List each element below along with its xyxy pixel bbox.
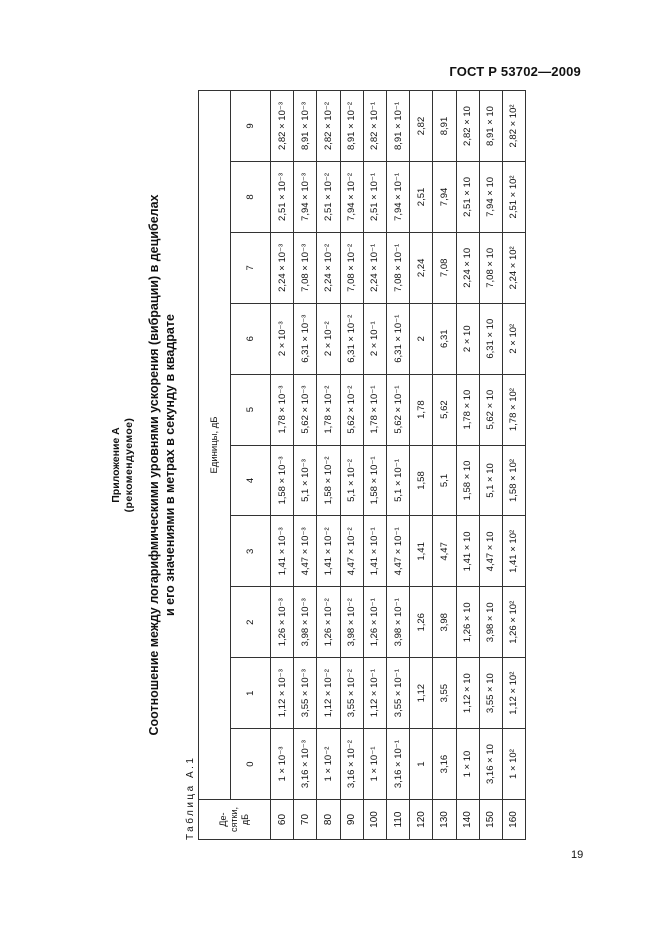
row-header: 80	[317, 800, 340, 840]
row-header: 70	[294, 800, 317, 840]
row-header: 130	[433, 800, 456, 840]
table-cell: 1,41 × 10⁻¹	[363, 516, 386, 587]
table-cell: 1,12	[410, 658, 433, 729]
table-cell: 7,08 × 10	[479, 232, 502, 303]
table-cell: 2,51 × 10²	[502, 161, 525, 232]
table-cell: 1,58	[410, 445, 433, 516]
column-header: 5	[231, 374, 271, 445]
table-row	[479, 91, 502, 840]
table-cell: 1,78 × 10	[456, 374, 479, 445]
table-cell: 2 × 10²	[502, 303, 525, 374]
table-cell: 1,58 × 10²	[502, 445, 525, 516]
table-cell: 4,47	[433, 516, 456, 587]
table-caption: Таблица А.1	[185, 755, 196, 840]
table-cell: 2,51 × 10	[456, 161, 479, 232]
table-cell: 1,41 × 10⁻³	[271, 516, 294, 587]
table-cell: 1,78 × 10⁻³	[271, 374, 294, 445]
column-header: 3	[231, 516, 271, 587]
table-cell: 2,51 × 10⁻³	[271, 161, 294, 232]
table-cell: 1,41	[410, 516, 433, 587]
table-cell: 1,26 × 10²	[502, 587, 525, 658]
table-cell: 2,24 × 10⁻³	[271, 232, 294, 303]
table-header-row-units	[199, 91, 231, 840]
table-cell: 1,41 × 10⁻²	[317, 516, 340, 587]
row-header: 160	[502, 800, 525, 840]
column-header: 6	[231, 303, 271, 374]
table-cell: 3,55	[433, 658, 456, 729]
units-header: Единицы, дБ	[199, 91, 231, 800]
table-cell: 3,98 × 10⁻²	[340, 587, 363, 658]
table-cell: 1,41 × 10	[456, 516, 479, 587]
table-cell: 7,08 × 10⁻²	[340, 232, 363, 303]
table-cell: 6,31 × 10⁻¹	[386, 303, 409, 374]
table-cell: 8,91	[433, 91, 456, 162]
table-cell: 2,82 × 10	[456, 91, 479, 162]
table-cell: 7,94 × 10	[479, 161, 502, 232]
row-header: 90	[340, 800, 363, 840]
table-cell: 7,94 × 10⁻²	[340, 161, 363, 232]
table-cell: 5,62 × 10	[479, 374, 502, 445]
table-cell: 1,26 × 10⁻³	[271, 587, 294, 658]
table-cell: 1,26	[410, 587, 433, 658]
table-cell: 1 × 10⁻²	[317, 729, 340, 800]
table-cell: 4,47 × 10⁻¹	[386, 516, 409, 587]
table-row	[410, 91, 433, 840]
column-header: 9	[231, 91, 271, 162]
tens-column-header: Де-сятки, дБ	[199, 800, 271, 840]
table-cell: 1,12 × 10	[456, 658, 479, 729]
table-cell: 2 × 10	[456, 303, 479, 374]
table-title-line-2: и его значениями в метрах в секунду в квадрате	[163, 314, 177, 616]
table-cell: 1,78 × 10⁻²	[317, 374, 340, 445]
table-cell: 1 × 10	[456, 729, 479, 800]
table-cell: 1,12 × 10⁻²	[317, 658, 340, 729]
table-cell: 2,82 × 10⁻³	[271, 91, 294, 162]
table-cell: 2,82 × 10⁻¹	[363, 91, 386, 162]
table-cell: 5,62 × 10⁻³	[294, 374, 317, 445]
table-cell: 3,16 × 10	[479, 729, 502, 800]
table-cell: 7,94 × 10⁻¹	[386, 161, 409, 232]
column-header: 4	[231, 445, 271, 516]
table-cell: 2	[410, 303, 433, 374]
table-row	[386, 91, 409, 840]
table-cell: 5,1 × 10⁻¹	[386, 445, 409, 516]
table-cell: 1 × 10⁻¹	[363, 729, 386, 800]
row-header: 120	[410, 800, 433, 840]
table-cell: 7,94 × 10⁻³	[294, 161, 317, 232]
column-header: 1	[231, 658, 271, 729]
table-cell: 1,12 × 10²	[502, 658, 525, 729]
table-cell: 3,98 × 10⁻³	[294, 587, 317, 658]
table-cell: 6,31 × 10	[479, 303, 502, 374]
table-cell: 2,24 × 10⁻²	[317, 232, 340, 303]
table-cell: 3,55 × 10⁻³	[294, 658, 317, 729]
table-cell: 4,47 × 10	[479, 516, 502, 587]
table-cell: 2,82	[410, 91, 433, 162]
rotated-annex-content	[110, 90, 600, 840]
annex-title: Приложение А	[110, 427, 122, 503]
table-cell: 2,82 × 10²	[502, 91, 525, 162]
table-cell: 3,98 × 10⁻¹	[386, 587, 409, 658]
table-cell: 5,62 × 10⁻¹	[386, 374, 409, 445]
table-row	[271, 91, 294, 840]
table-cell: 1,26 × 10⁻¹	[363, 587, 386, 658]
table-cell: 2,51 × 10⁻¹	[363, 161, 386, 232]
table-cell: 5,1 × 10⁻³	[294, 445, 317, 516]
table-cell: 3,55 × 10⁻²	[340, 658, 363, 729]
table-cell: 8,91 × 10⁻²	[340, 91, 363, 162]
table-cell: 5,62 × 10⁻²	[340, 374, 363, 445]
table-cell: 7,08 × 10⁻¹	[386, 232, 409, 303]
annex-subtitle: (рекомендуемое)	[123, 417, 135, 513]
table-cell: 7,94	[433, 161, 456, 232]
table-cell: 3,16 × 10⁻²	[340, 729, 363, 800]
table-cell: 1,12 × 10⁻¹	[363, 658, 386, 729]
table-cell: 8,91 × 10⁻³	[294, 91, 317, 162]
table-cell: 6,31 × 10⁻²	[340, 303, 363, 374]
table-cell: 2 × 10⁻²	[317, 303, 340, 374]
table-cell: 2,24 × 10²	[502, 232, 525, 303]
table-cell: 1,12 × 10⁻³	[271, 658, 294, 729]
table-cell: 3,16	[433, 729, 456, 800]
table-cell: 7,08	[433, 232, 456, 303]
table-cell: 2,82 × 10⁻²	[317, 91, 340, 162]
table-cell: 1,58 × 10⁻¹	[363, 445, 386, 516]
table-cell: 6,31 × 10⁻³	[294, 303, 317, 374]
table-row	[340, 91, 363, 840]
table-cell: 1	[410, 729, 433, 800]
table-cell: 1,58 × 10	[456, 445, 479, 516]
row-header: 150	[479, 800, 502, 840]
table-row	[433, 91, 456, 840]
table-cell: 1,26 × 10	[456, 587, 479, 658]
table-cell: 4,47 × 10⁻²	[340, 516, 363, 587]
row-header: 110	[386, 800, 409, 840]
table-cell: 5,1 × 10⁻²	[340, 445, 363, 516]
table-header-row-columns	[231, 91, 271, 840]
column-header: 8	[231, 161, 271, 232]
table-cell: 1,78 × 10²	[502, 374, 525, 445]
table-cell: 1,78 × 10⁻¹	[363, 374, 386, 445]
row-header: 100	[363, 800, 386, 840]
column-header: 0	[231, 729, 271, 800]
table-cell: 4,47 × 10⁻³	[294, 516, 317, 587]
row-header: 60	[271, 800, 294, 840]
annex-heading	[110, 90, 136, 840]
table-cell: 1 × 10⁻³	[271, 729, 294, 800]
table-cell: 1,26 × 10⁻²	[317, 587, 340, 658]
table-cell: 2,24 × 10	[456, 232, 479, 303]
table-cell: 6,31	[433, 303, 456, 374]
table-cell: 2 × 10⁻³	[271, 303, 294, 374]
page-number: 19	[571, 849, 584, 861]
table-cell: 3,98 × 10	[479, 587, 502, 658]
table-cell: 2,51	[410, 161, 433, 232]
table-cell: 2,24	[410, 232, 433, 303]
table-cell: 3,16 × 10⁻¹	[386, 729, 409, 800]
table-row	[502, 91, 525, 840]
table-cell: 8,91 × 10⁻¹	[386, 91, 409, 162]
table-cell: 3,55 × 10⁻¹	[386, 658, 409, 729]
table-row	[363, 91, 386, 840]
table-body	[271, 91, 526, 840]
table-cell: 8,91 × 10	[479, 91, 502, 162]
standard-code: ГОСТ Р 53702—2009	[449, 64, 581, 79]
table-cell: 2 × 10⁻¹	[363, 303, 386, 374]
table-cell: 3,98	[433, 587, 456, 658]
table-cell: 5,62	[433, 374, 456, 445]
conversion-table	[198, 90, 526, 840]
table-cell: 1 × 10²	[502, 729, 525, 800]
table-cell: 1,58 × 10⁻²	[317, 445, 340, 516]
table-cell: 2,24 × 10⁻¹	[363, 232, 386, 303]
table-cell: 1,78	[410, 374, 433, 445]
table-cell: 3,55 × 10	[479, 658, 502, 729]
table-cell: 1,58 × 10⁻³	[271, 445, 294, 516]
table-title	[146, 90, 178, 840]
table-row	[294, 91, 317, 840]
table-cell: 5,1	[433, 445, 456, 516]
table-cell: 5,1 × 10	[479, 445, 502, 516]
column-header: 7	[231, 232, 271, 303]
table-cell: 2,51 × 10⁻²	[317, 161, 340, 232]
column-header: 2	[231, 587, 271, 658]
table-title-line-1: Соотношение между логарифмическими уровнями ускорения (вибрации) в децибелах	[147, 194, 161, 736]
table-cell: 7,08 × 10⁻³	[294, 232, 317, 303]
table-row	[456, 91, 479, 840]
table-cell: 3,16 × 10⁻³	[294, 729, 317, 800]
row-header: 140	[456, 800, 479, 840]
table-row	[317, 91, 340, 840]
table-cell: 1,41 × 10²	[502, 516, 525, 587]
